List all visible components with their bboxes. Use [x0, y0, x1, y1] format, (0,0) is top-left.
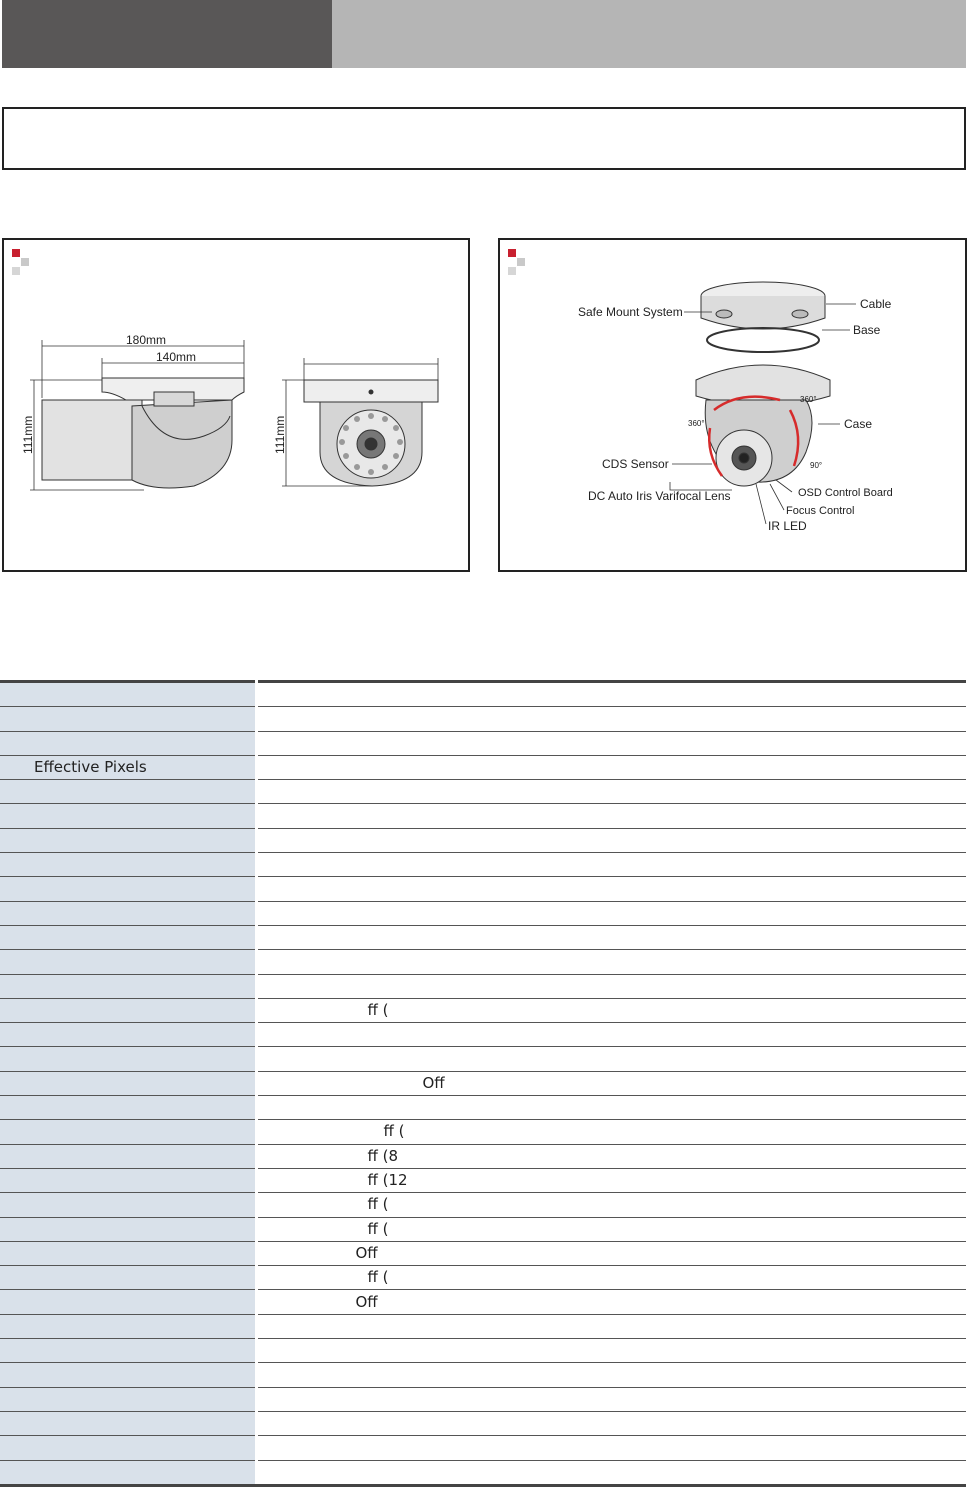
spec-label	[0, 682, 256, 707]
spec-row	[0, 925, 966, 949]
dimensions-panel	[2, 238, 470, 572]
spec-label	[0, 1436, 256, 1460]
spec-value	[256, 1290, 966, 1314]
dim-111-side-label: 111mm	[21, 415, 35, 454]
spec-row	[0, 1217, 966, 1241]
spec-label	[0, 1023, 256, 1047]
spec-label	[0, 1460, 256, 1485]
spec-value	[256, 707, 966, 731]
label-lens: DC Auto Iris Varifocal Lens	[588, 489, 731, 503]
spec-value	[256, 1436, 966, 1460]
spec-value	[256, 1387, 966, 1411]
spec-value	[256, 1363, 966, 1387]
spec-value	[256, 804, 966, 828]
spec-value	[256, 1144, 966, 1168]
spec-label	[0, 1241, 256, 1265]
spec-value-text: ff (12	[367, 1171, 408, 1190]
spec-value	[256, 1023, 966, 1047]
spec-row	[0, 853, 966, 877]
spec-value-text: ff (8	[367, 1146, 398, 1165]
spec-row	[0, 1193, 966, 1217]
spec-row	[0, 731, 966, 755]
spec-value-text: Off	[355, 1243, 378, 1262]
spec-label	[0, 1314, 256, 1338]
spec-row	[0, 1096, 966, 1120]
spec-label	[0, 731, 256, 755]
spec-value	[256, 925, 966, 949]
label-angle-360-top: 360°	[800, 395, 817, 404]
spec-value	[256, 1460, 966, 1485]
spec-row	[0, 1023, 966, 1047]
spec-value	[256, 1071, 966, 1095]
dim-180-label: 180mm	[126, 333, 167, 347]
spec-row	[0, 1120, 966, 1144]
spec-value	[256, 1314, 966, 1338]
label-focus: Focus Control	[786, 505, 855, 517]
spec-label	[0, 780, 256, 804]
spec-value	[256, 1217, 966, 1241]
spec-label	[0, 1290, 256, 1314]
spec-label	[0, 707, 256, 731]
spec-label	[0, 925, 256, 949]
spec-row	[0, 1144, 966, 1168]
spec-label	[0, 1071, 256, 1095]
spec-value	[256, 1241, 966, 1265]
spec-value	[256, 780, 966, 804]
spec-value	[256, 974, 966, 998]
spec-row	[0, 1314, 966, 1338]
spec-label	[0, 1168, 256, 1192]
label-base: Base	[853, 323, 881, 337]
spec-label	[0, 828, 256, 852]
spec-row	[0, 755, 966, 779]
spec-label	[0, 998, 256, 1022]
spec-row	[0, 1387, 966, 1411]
dim-140-label: 140mm	[156, 350, 197, 364]
spec-value	[256, 1266, 966, 1290]
spec-row	[0, 1339, 966, 1363]
mount-base	[701, 282, 825, 352]
spec-value-text: ff (	[367, 1001, 389, 1019]
spec-row	[0, 950, 966, 974]
spec-label	[0, 1411, 256, 1435]
spec-row	[0, 1363, 966, 1387]
spec-row	[0, 1411, 966, 1435]
parts-panel	[498, 238, 967, 572]
spec-row	[0, 974, 966, 998]
label-cable: Cable	[860, 297, 892, 311]
spec-label	[0, 1339, 256, 1363]
spec-value	[256, 901, 966, 925]
spec-row	[0, 1460, 966, 1485]
spec-label	[0, 877, 256, 901]
spec-label	[0, 1387, 256, 1411]
label-safe-mount: Safe Mount System	[578, 305, 683, 319]
spec-value-text: Off	[422, 1073, 445, 1092]
specification-table	[0, 680, 966, 1487]
label-cds-sensor: CDS Sensor	[602, 457, 669, 471]
label-ir-led: IR LED	[768, 519, 807, 533]
spec-value-text: Off	[355, 1292, 378, 1311]
spec-row	[0, 828, 966, 852]
spec-row	[0, 1168, 966, 1192]
spec-value-text: ff (	[367, 1268, 389, 1287]
spec-value	[256, 1168, 966, 1192]
header-light-block	[332, 0, 966, 68]
spec-row	[0, 1047, 966, 1071]
spec-label	[0, 1144, 256, 1168]
spec-value	[256, 877, 966, 901]
spec-value	[256, 828, 966, 852]
spec-row	[0, 707, 966, 731]
spec-value	[256, 682, 966, 707]
spec-row	[0, 998, 966, 1022]
spec-value	[256, 731, 966, 755]
spec-value	[256, 1193, 966, 1217]
spec-label	[0, 1217, 256, 1241]
spec-value	[256, 1096, 966, 1120]
spec-label	[0, 974, 256, 998]
spec-label	[0, 1193, 256, 1217]
spec-row	[0, 804, 966, 828]
spec-row	[0, 682, 966, 707]
spec-value	[256, 1411, 966, 1435]
title-box	[2, 107, 966, 170]
spec-value	[256, 1047, 966, 1071]
label-osd: OSD Control Board	[798, 487, 893, 499]
spec-label	[0, 1363, 256, 1387]
dimension-drawing	[4, 240, 468, 570]
label-case: Case	[844, 417, 873, 431]
dim-111-front-label: 111mm	[273, 415, 287, 454]
spec-row	[0, 901, 966, 925]
spec-label	[0, 804, 256, 828]
spec-row	[0, 1266, 966, 1290]
spec-value	[256, 755, 966, 779]
spec-row	[0, 1241, 966, 1265]
parts-drawing	[500, 240, 965, 570]
spec-value-text: ff (	[367, 1195, 389, 1214]
spec-row	[0, 1290, 966, 1314]
label-angle-360-left: 360°	[688, 419, 705, 428]
spec-value	[256, 1120, 966, 1144]
spec-row	[0, 877, 966, 901]
spec-label	[0, 1266, 256, 1290]
label-angle-90: 90°	[810, 461, 823, 470]
spec-label	[0, 1047, 256, 1071]
spec-value	[256, 853, 966, 877]
spec-value	[256, 998, 966, 1022]
spec-row	[0, 1436, 966, 1460]
header-dark-block	[2, 0, 332, 68]
spec-row	[0, 1071, 966, 1095]
spec-label	[0, 1096, 256, 1120]
spec-label	[0, 853, 256, 877]
spec-label	[0, 950, 256, 974]
spec-row	[0, 780, 966, 804]
side-view-camera	[42, 378, 244, 488]
spec-label: Effective Pixels	[0, 755, 256, 779]
spec-value	[256, 1339, 966, 1363]
spec-value-text: ff (	[383, 1122, 405, 1141]
spec-value	[256, 950, 966, 974]
spec-value-text: ff (	[367, 1219, 389, 1238]
spec-label	[0, 1120, 256, 1144]
spec-label	[0, 901, 256, 925]
